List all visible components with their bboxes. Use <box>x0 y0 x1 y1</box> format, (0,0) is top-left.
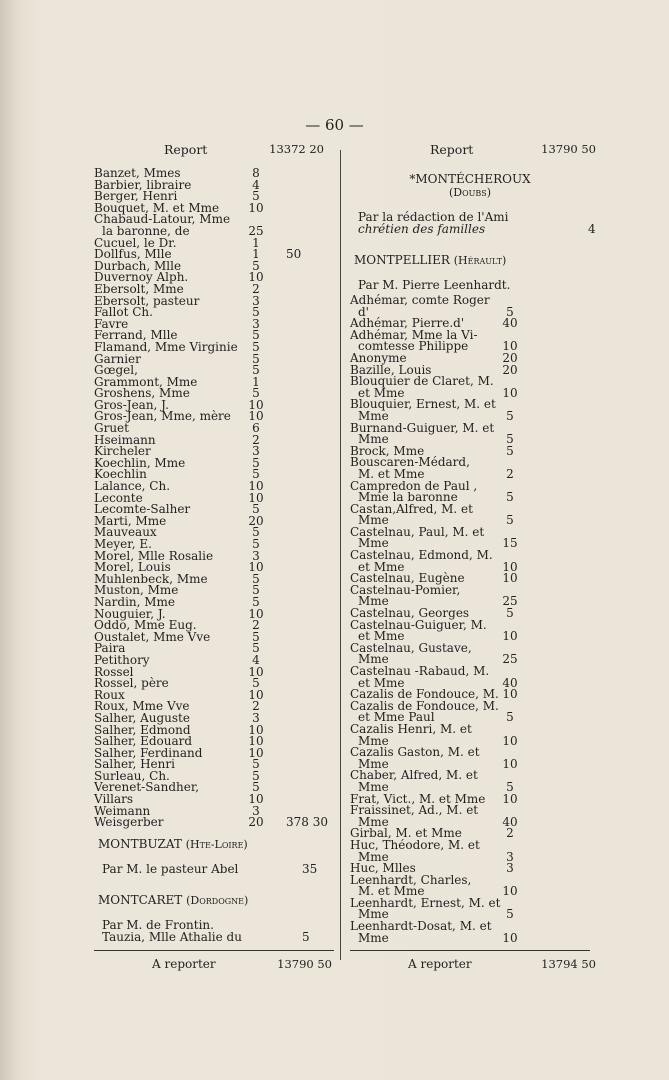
section-title: MONTBUZAT <box>98 836 182 851</box>
donor-name: Duvernoy Alph. <box>94 270 189 285</box>
subtotal-amount: 378 30 <box>286 815 328 830</box>
donation-amount: 20 <box>502 362 518 377</box>
donation-amount: 20 <box>502 350 518 365</box>
donor-name: Adhémar, Mme la Vi- <box>350 327 478 342</box>
donor-name: Barbier, libraire <box>94 177 192 192</box>
donation-amount: 2 <box>506 466 514 481</box>
donor-name: Ferrand, Mlle <box>94 328 178 343</box>
donor-name: Favre <box>94 316 129 331</box>
donation-amount: 25 <box>502 594 518 609</box>
donation-amount: 5 <box>252 363 260 378</box>
donor-name: et Mme <box>358 559 405 574</box>
donor-name: Campredon de Paul , <box>350 478 478 493</box>
donation-amount: 5 <box>506 304 514 319</box>
montcaret-line-2 <box>102 931 334 943</box>
donation-amount: 5 <box>506 443 514 458</box>
donor-name: chrétien des familles <box>358 222 486 236</box>
donor-name: Kircheler <box>94 444 151 459</box>
montecheroux-line-2 <box>358 222 596 236</box>
donor-name: Adhémar, Pierre.d' <box>350 316 465 331</box>
donor-name: Morel, Mlle Rosalie <box>94 548 214 563</box>
column-divider <box>340 150 341 960</box>
right-column <box>350 142 596 945</box>
donor-name: Roux <box>94 687 125 702</box>
donor-name: Chabaud-Latour, Mme <box>94 212 231 227</box>
donor-name: Castelnau, Edmond, M. <box>350 548 493 563</box>
donor-name: Leconte <box>94 490 143 505</box>
right-report-label: Report <box>430 142 474 157</box>
donor-name: Mme <box>358 756 389 771</box>
donation-amount: 5 <box>252 537 260 551</box>
right-report-amount: 13790 50 <box>541 142 596 156</box>
donation-amount: 10 <box>248 745 264 760</box>
right-footer <box>350 950 596 971</box>
donation-amount: 10 <box>502 930 518 945</box>
donation-amount: 10 <box>502 791 518 806</box>
donation-amount: 3 <box>252 316 260 331</box>
donation-amount: 10 <box>502 884 518 899</box>
donation-amount: 35 <box>302 861 318 876</box>
donor-name: Salher, Edmond <box>94 722 191 737</box>
donor-name: Leenhardt, Ernest, M. et <box>350 895 501 910</box>
donation-amount: 3 <box>252 293 260 308</box>
donor-name: Rossel, père <box>94 676 169 691</box>
donor-name: Cazalis de Fondouce, M. <box>350 698 499 713</box>
donor-name: Rossel <box>94 664 134 679</box>
donation-amount: 3 <box>252 548 260 563</box>
donor-name: Mme <box>358 594 389 609</box>
left-reporter-amount: 13790 50 <box>277 957 332 971</box>
donation-amount: 5 <box>252 641 260 656</box>
donor-name: Groshens, Mme <box>94 386 190 401</box>
donation-amount: 5 <box>506 513 514 528</box>
section-montbuzat <box>98 837 334 851</box>
donation-amount: 10 <box>248 397 264 412</box>
donation-amount: 5 <box>252 676 260 691</box>
left-footer <box>94 950 334 971</box>
donation-amount: 5 <box>252 339 260 354</box>
donor-name: Castelnau, Paul, M. et <box>350 524 485 539</box>
donor-name: Lalance, Ch. <box>94 479 171 494</box>
donation-amount: 8 <box>252 166 260 180</box>
donation-amount: 10 <box>502 339 518 354</box>
donor-name: Muston, Mme <box>94 583 179 598</box>
donation-amount: 1 <box>252 374 260 389</box>
donation-amount: 3 <box>252 710 260 725</box>
donor-name: Villars <box>94 792 134 807</box>
section-montpellier <box>354 253 590 267</box>
donor-name: Leenhardt-Dosat, M. et <box>350 919 492 934</box>
donor-name: Cazalis Henri, M. et <box>350 721 472 736</box>
donor-name: Grammont, Mme <box>94 374 198 389</box>
donor-name: Anonyme <box>350 350 407 365</box>
donor-name: Salher, Ferdinand <box>94 745 203 760</box>
donation-amount: 10 <box>502 571 518 586</box>
donation-amount: 5 <box>252 583 260 598</box>
donor-name: Fraissinet, Ad., M. et <box>350 803 479 818</box>
donor-name: Par M. le pasteur Abel <box>102 861 239 876</box>
donation-amount: 10 <box>248 200 264 215</box>
donor-name: Mme <box>358 779 389 794</box>
right-reporter-amount: 13794 50 <box>541 957 596 971</box>
donation-amount: 10 <box>502 687 518 702</box>
donation-amount: 2 <box>252 432 260 447</box>
donation-amount: 3 <box>506 849 514 864</box>
donor-name: Cazalis Gaston, M. et <box>350 745 480 760</box>
donor-name: Banzet, Mmes <box>94 166 181 180</box>
montpellier-intro <box>358 279 590 291</box>
list-item <box>94 411 334 423</box>
donation-amount: 2 <box>252 281 260 296</box>
donation-amount: 3 <box>506 861 514 876</box>
donation-amount: 5 <box>252 629 260 644</box>
donation-amount: 4 <box>252 652 260 667</box>
donor-name: Par M. Pierre Leenhardt. <box>358 278 511 292</box>
donor-name: Par la rédaction de l'Ami <box>358 210 509 224</box>
donor-name: Verenet-Sandher, <box>94 780 200 795</box>
donor-name: Weimann <box>94 803 151 818</box>
donor-name: la baronne, de <box>102 223 190 238</box>
list-item <box>350 295 590 307</box>
donation-amount: 10 <box>248 409 264 424</box>
donor-name: Bouscaren-Médard, <box>350 455 470 470</box>
donation-amount: 2 <box>252 618 260 633</box>
donor-name: Frat, Vict., M. et Mme <box>350 791 486 806</box>
right-report-header <box>350 142 596 164</box>
donor-name: Mme <box>358 408 389 423</box>
donation-amount: 40 <box>502 814 518 829</box>
donor-name: Huc, Théodore, M. et <box>350 837 480 852</box>
donation-amount: 3 <box>252 803 260 818</box>
donation-amount: 5 <box>252 305 260 320</box>
donor-name: Koechlin <box>94 467 147 482</box>
donor-name: Castelnau-Guiguer, M. <box>350 617 487 632</box>
donation-amount: 25 <box>248 223 264 238</box>
donation-amount: 10 <box>248 687 264 702</box>
donor-name: Surleau, Ch. <box>94 768 170 783</box>
donation-amount: 10 <box>502 559 518 574</box>
donation-amount: 2 <box>506 826 514 841</box>
donation-amount: 10 <box>248 479 264 494</box>
donation-amount: 5 <box>506 710 514 725</box>
donor-name: Morel, Louis <box>94 560 171 575</box>
donor-name: Mme <box>358 907 389 922</box>
donor-name: Oddo, Mme Eug. <box>94 618 197 633</box>
donor-name: M. et Mme <box>358 884 425 899</box>
section-title: *MONTÉCHEROUX <box>409 172 531 186</box>
list-item <box>94 678 334 690</box>
left-entries <box>94 168 334 829</box>
donation-amount: 10 <box>248 606 264 621</box>
donor-name: Mme <box>358 733 389 748</box>
donor-name: Durbach, Mlle <box>94 258 182 273</box>
donation-amount: 10 <box>502 733 518 748</box>
donation-amount: 5 <box>252 525 260 540</box>
section-title: MONTPELLIER <box>354 253 450 267</box>
donation-amount: 5 <box>506 490 514 505</box>
section-region: (Hérault) <box>453 254 507 267</box>
donor-name: Gros-Jean, Mme, mère <box>94 409 231 424</box>
donor-name: Castelnau, Eugène <box>350 571 465 586</box>
donation-amount: 5 <box>252 189 260 204</box>
donation-amount: 5 <box>252 455 260 470</box>
donor-name: Dollfus, Mlle <box>94 247 172 262</box>
donation-amount: 5 <box>252 351 260 366</box>
donation-amount: 10 <box>248 270 264 285</box>
donor-name: d' <box>358 304 369 319</box>
donor-name: Meyer, E. <box>94 537 152 551</box>
section-region: (Doubs) <box>448 186 492 199</box>
section-title: MONTCARET <box>98 892 183 907</box>
donor-name: Oustalet, Mme Vve <box>94 629 211 644</box>
donation-amount: 5 <box>506 432 514 447</box>
donor-name: Roux, Mme Vve <box>94 699 190 714</box>
donor-name: Mme <box>358 930 389 945</box>
list-item <box>94 307 334 319</box>
donation-amount: 5 <box>506 907 514 922</box>
donor-name: Hseimann <box>94 432 156 447</box>
left-report-header <box>94 142 334 164</box>
donor-name: Koechlin, Mme <box>94 455 186 470</box>
donor-name: Gœgel, <box>94 363 138 378</box>
donor-name: Castelnau-Pomier, <box>350 582 461 597</box>
donation-amount: 6 <box>252 421 260 436</box>
section-montecheroux <box>350 172 590 199</box>
donation-amount: 10 <box>502 629 518 644</box>
donor-name: Berger, Henri <box>94 189 178 204</box>
donor-name: Cucuel, le Dr. <box>94 235 177 250</box>
donation-amount: 2 <box>252 699 260 714</box>
donation-amount: 40 <box>502 675 518 690</box>
donor-name: Gruet <box>94 421 129 436</box>
donation-amount: 40 <box>502 316 518 331</box>
donor-name: et Mme <box>358 629 405 644</box>
donation-amount: 20 <box>248 815 264 830</box>
donor-name: Blouquier de Claret, M. <box>350 374 494 389</box>
donor-name: Mme <box>358 849 389 864</box>
donation-amount: 1 <box>252 247 260 262</box>
donation-amount: 5 <box>252 780 260 795</box>
donor-name: Castelnau -Rabaud, M. <box>350 664 490 678</box>
donor-name: Paira <box>94 641 126 656</box>
subtotal-amount: 50 <box>286 247 302 262</box>
donation-amount: 5 <box>252 386 260 401</box>
donation-amount: 5 <box>252 768 260 783</box>
donor-name: Burnand-Guiguer, M. et <box>350 420 495 435</box>
section-region: (Hte-Loire) <box>185 837 248 851</box>
donor-name: Flamand, Mme Virginie <box>94 339 238 354</box>
donor-name: Mme la baronne <box>358 490 458 505</box>
donor-name: Brock, Mme <box>350 443 425 458</box>
donation-amount: 10 <box>248 734 264 749</box>
donor-name: Adhémar, comte Roger <box>350 293 490 307</box>
donation-amount: 5 <box>302 929 310 944</box>
donor-name: comtesse Philippe <box>358 339 469 354</box>
donation-amount: 4 <box>588 222 596 236</box>
donation-amount: 5 <box>506 606 514 621</box>
left-report-amount: 13372 20 <box>269 142 324 156</box>
list-item <box>94 629 334 644</box>
donation-amount: 5 <box>252 258 260 273</box>
donation-amount: 5 <box>252 467 260 482</box>
donor-name: Bazille, Louis <box>350 362 432 377</box>
donor-name: Salher, Edouard <box>94 734 193 749</box>
donation-amount: 5 <box>506 408 514 423</box>
donor-name: Huc, Mlles <box>350 861 416 876</box>
donation-amount: 20 <box>248 513 264 528</box>
donor-name: Mme <box>358 432 389 447</box>
donation-amount: 5 <box>252 502 260 517</box>
donor-name: Castelnau, Georges <box>350 606 470 621</box>
donor-name: Salher, Henri <box>94 757 175 772</box>
donation-amount: 3 <box>252 444 260 459</box>
list-item <box>350 930 590 945</box>
donor-name: et Mme <box>358 675 405 690</box>
donation-amount: 5 <box>252 757 260 772</box>
donor-name: Castelnau, Gustave, <box>350 640 472 655</box>
page-number: — 60 — <box>305 116 364 134</box>
donor-name: Bouquet, M. et Mme <box>94 200 220 215</box>
donor-name: Marti, Mme <box>94 513 167 528</box>
donor-name: M. et Mme <box>358 466 425 481</box>
donation-amount: 10 <box>248 664 264 679</box>
donor-name: Ebersolt, pasteur <box>94 293 200 308</box>
donation-amount: 25 <box>502 652 518 667</box>
donation-amount: 5 <box>252 594 260 609</box>
section-region: (Dordogne) <box>186 893 249 907</box>
donor-name: et Mme <box>358 385 405 400</box>
donation-amount: 10 <box>502 385 518 400</box>
left-report-label: Report <box>164 142 208 157</box>
donation-amount: 10 <box>248 792 264 807</box>
donation-amount: 5 <box>252 328 260 343</box>
donor-name: Mme <box>358 536 389 551</box>
donor-name: Mme <box>358 652 389 667</box>
donation-amount: 5 <box>252 571 260 586</box>
donor-name: Mme <box>358 513 389 528</box>
donor-name: Petithory <box>94 652 150 667</box>
donor-name: Leenhardt, Charles, <box>350 872 472 887</box>
montbuzat-line <box>102 863 334 875</box>
donor-name: Girbal, M. et Mme <box>350 826 462 841</box>
donation-amount: 10 <box>248 560 264 575</box>
left-column <box>94 142 334 943</box>
donor-name: Tauzia, Mlle Athalie du <box>102 929 242 944</box>
donation-amount: 15 <box>502 536 518 551</box>
donor-name: Par M. de Frontin. <box>102 917 214 932</box>
donation-amount: 10 <box>248 722 264 737</box>
donor-name: Garnier <box>94 351 141 366</box>
donor-name: Lecomte-Salher <box>94 502 191 517</box>
list-item <box>94 817 334 829</box>
donor-name: Mauveaux <box>94 525 157 540</box>
donation-amount: 1 <box>252 235 260 250</box>
donor-name: Ebersolt, Mme <box>94 281 184 296</box>
donation-amount: 5 <box>506 779 514 794</box>
donor-name: Mme <box>358 814 389 829</box>
donor-name: Cazalis de Fondouce, M. <box>350 687 499 702</box>
donation-amount: 10 <box>248 490 264 505</box>
donor-name: Salher, Auguste <box>94 710 190 725</box>
donor-name: Blouquier, Ernest, M. et <box>350 397 496 412</box>
donor-name: Chaber, Alfred, M. et <box>350 768 478 783</box>
donor-name: Fallot Ch. <box>94 305 153 320</box>
donor-name: Nouguier, J. <box>94 606 166 621</box>
donor-name: Gros-Jean, J. <box>94 397 169 412</box>
right-reporter-label: A reporter <box>408 957 472 971</box>
right-entries <box>350 295 590 944</box>
donation-amount: 4 <box>252 177 260 192</box>
donor-name: et Mme Paul <box>358 710 435 725</box>
donor-name: Weisgerber <box>94 815 164 830</box>
donation-amount: 10 <box>502 756 518 771</box>
section-montcaret <box>98 893 334 907</box>
donor-name: Nardin, Mme <box>94 594 176 609</box>
left-reporter-label: A reporter <box>152 957 216 971</box>
donor-name: Castan,Alfred, M. et <box>350 501 473 516</box>
donor-name: Muhlenbeck, Mme <box>94 571 208 586</box>
